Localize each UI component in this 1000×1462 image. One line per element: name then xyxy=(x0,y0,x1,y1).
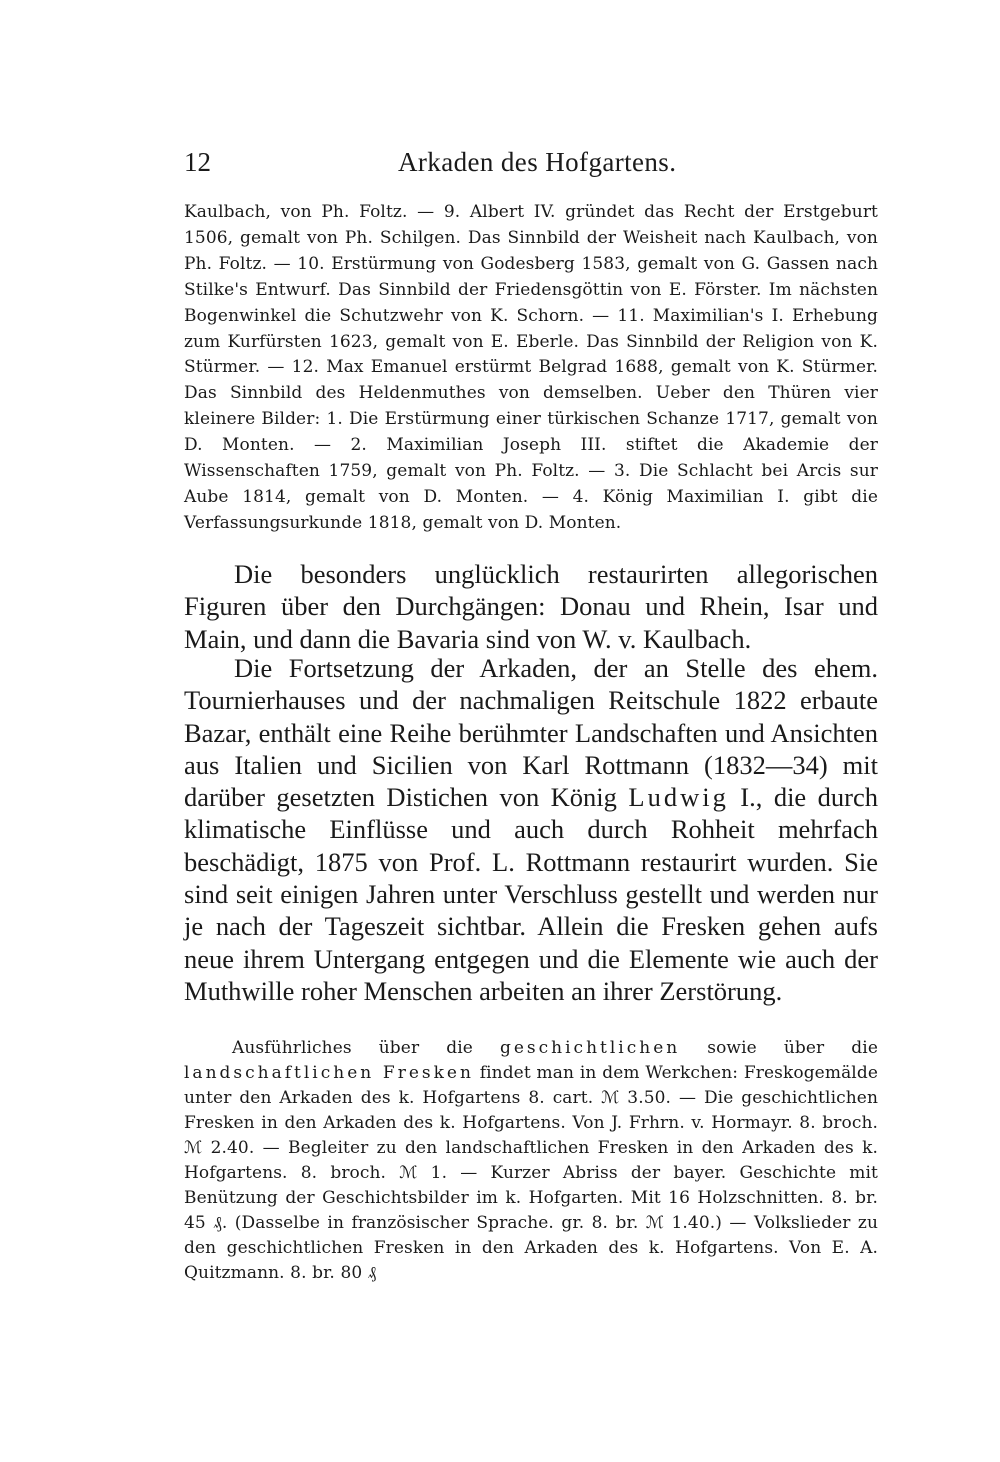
spaced-term-landschaftlichen: landschaftlichen Fresken xyxy=(184,1063,474,1083)
page-number: 12 xyxy=(184,147,211,177)
note-text-start: Ausführliches über die xyxy=(232,1038,500,1058)
running-head xyxy=(184,142,878,182)
note-text-end: findet man in dem Werkchen: Freskogemälde unter den Arkaden des k. Hofgartens 8. cart. ℳ 3.50. — Die geschichtlichen Fresken in den Arkaden des k. Hofgartens. Von J. Frhrn. v. Hormayr. 8. broch. ℳ 2.40. — Begleiter zu den landschaftlichen Fresken in den Arkaden des k. Hofgartens. 8. broch. ℳ 1. — Kurzer Abriss der bayer. Geschichte mit Benützung der Geschichtsbilder im k. Hofgarten. Mit 16 Holzschnitten. 8. br. 45 ₰. (Dasselbe in französischer Sprache. gr. 8. br. ℳ 1.40.) — Volkslieder zu den geschichtlichen Fresken in den Arkaden des k. Hofgartens. Von E. A. Quitzmann. 8. br. 80 ₰ xyxy=(184,1063,878,1283)
bibliography-note xyxy=(184,1036,878,1286)
note-text-middle: sowie über die xyxy=(680,1038,878,1058)
paragraph-text-start: Die Fortsetzung der Arkaden, der an Stelle des ehem. Tournierhauses und der nachmaligen Reitschule 1822 erbaute Bazar, enthält eine Reihe berühmter Landschaften und Ansichten aus Italien und Sicilien von Karl Rottmann (1832—34) mit darüber gesetzten Distichen von König xyxy=(184,653,878,813)
paragraph-rottmann-frescoes xyxy=(184,652,878,1007)
spaced-term-geschichtlichen: geschichtlichen xyxy=(499,1038,681,1058)
continued-fresco-list: Kaulbach, von Ph. Foltz. — 9. Albert IV. gründet das Recht der Erstgeburt 1506, gemalt von Ph. Schilgen. Das Sinnbild der Weisheit nach Kaulbach, von Ph. Foltz. — 10. Erstürmung von Godesberg 1583, gemalt von G. Gassen nach Stilke's Entwurf. Das Sinnbild der Friedensgöttin von E. Förster. Im nächsten Bogenwinkel die Schutzwehr von K. Schorn. — 11. Maximilian's I. Erhebung zum Kurfürsten 1623, gemalt von E. Eberle. Das Sinnbild der Religion von K. Stürmer. — 12. Max Emanuel erstürmt Belgrad 1688, gemalt von K. Stürmer. Das Sinnbild des Heldenmuthes von demselben. Ueber den Thüren vier kleinere Bilder: 1. Die Erstürmung einer türkischen Schanze 1717, gemalt von D. Monten. — 2. Maximilian Joseph III. stiftet die Akademie der Wissenschaften 1759, gemalt von Ph. Foltz. — 3. Die Schlacht bei Arcis sur Aube 1814, gemalt von D. Monten. — 4. König Maximilian I. gibt die Verfassungsurkunde 1818, gemalt von D. Monten. xyxy=(184,202,878,533)
paragraph-allegorical-figures: Die besonders unglücklich restaurirten allegorischen Figuren über den Durchgängen: Donau und Rhein, Isar und Main, und dann die Bavaria sind von W. v. Kaulbach. xyxy=(184,559,878,654)
running-title: Arkaden des Hofgartens. xyxy=(398,147,677,177)
spaced-name-ludwig: Ludwig xyxy=(628,782,729,813)
paragraph-text-end: I., die durch klimatische Einflüsse und auch durch Rohheit mehrfach beschädigt, 1875 von Prof. L. Rottmann restaurirt wurden. Sie sind seit einigen Jahren unter Verschluss gestellt und werden nur je nach der Tageszeit sichtbar. Allein die Fresken gehen aufs neue ihrem Untergang entgegen und die Elemente wie auch der Muthwille roher Menschen arbeiten an ihrer Zerstörung. xyxy=(184,782,878,1006)
